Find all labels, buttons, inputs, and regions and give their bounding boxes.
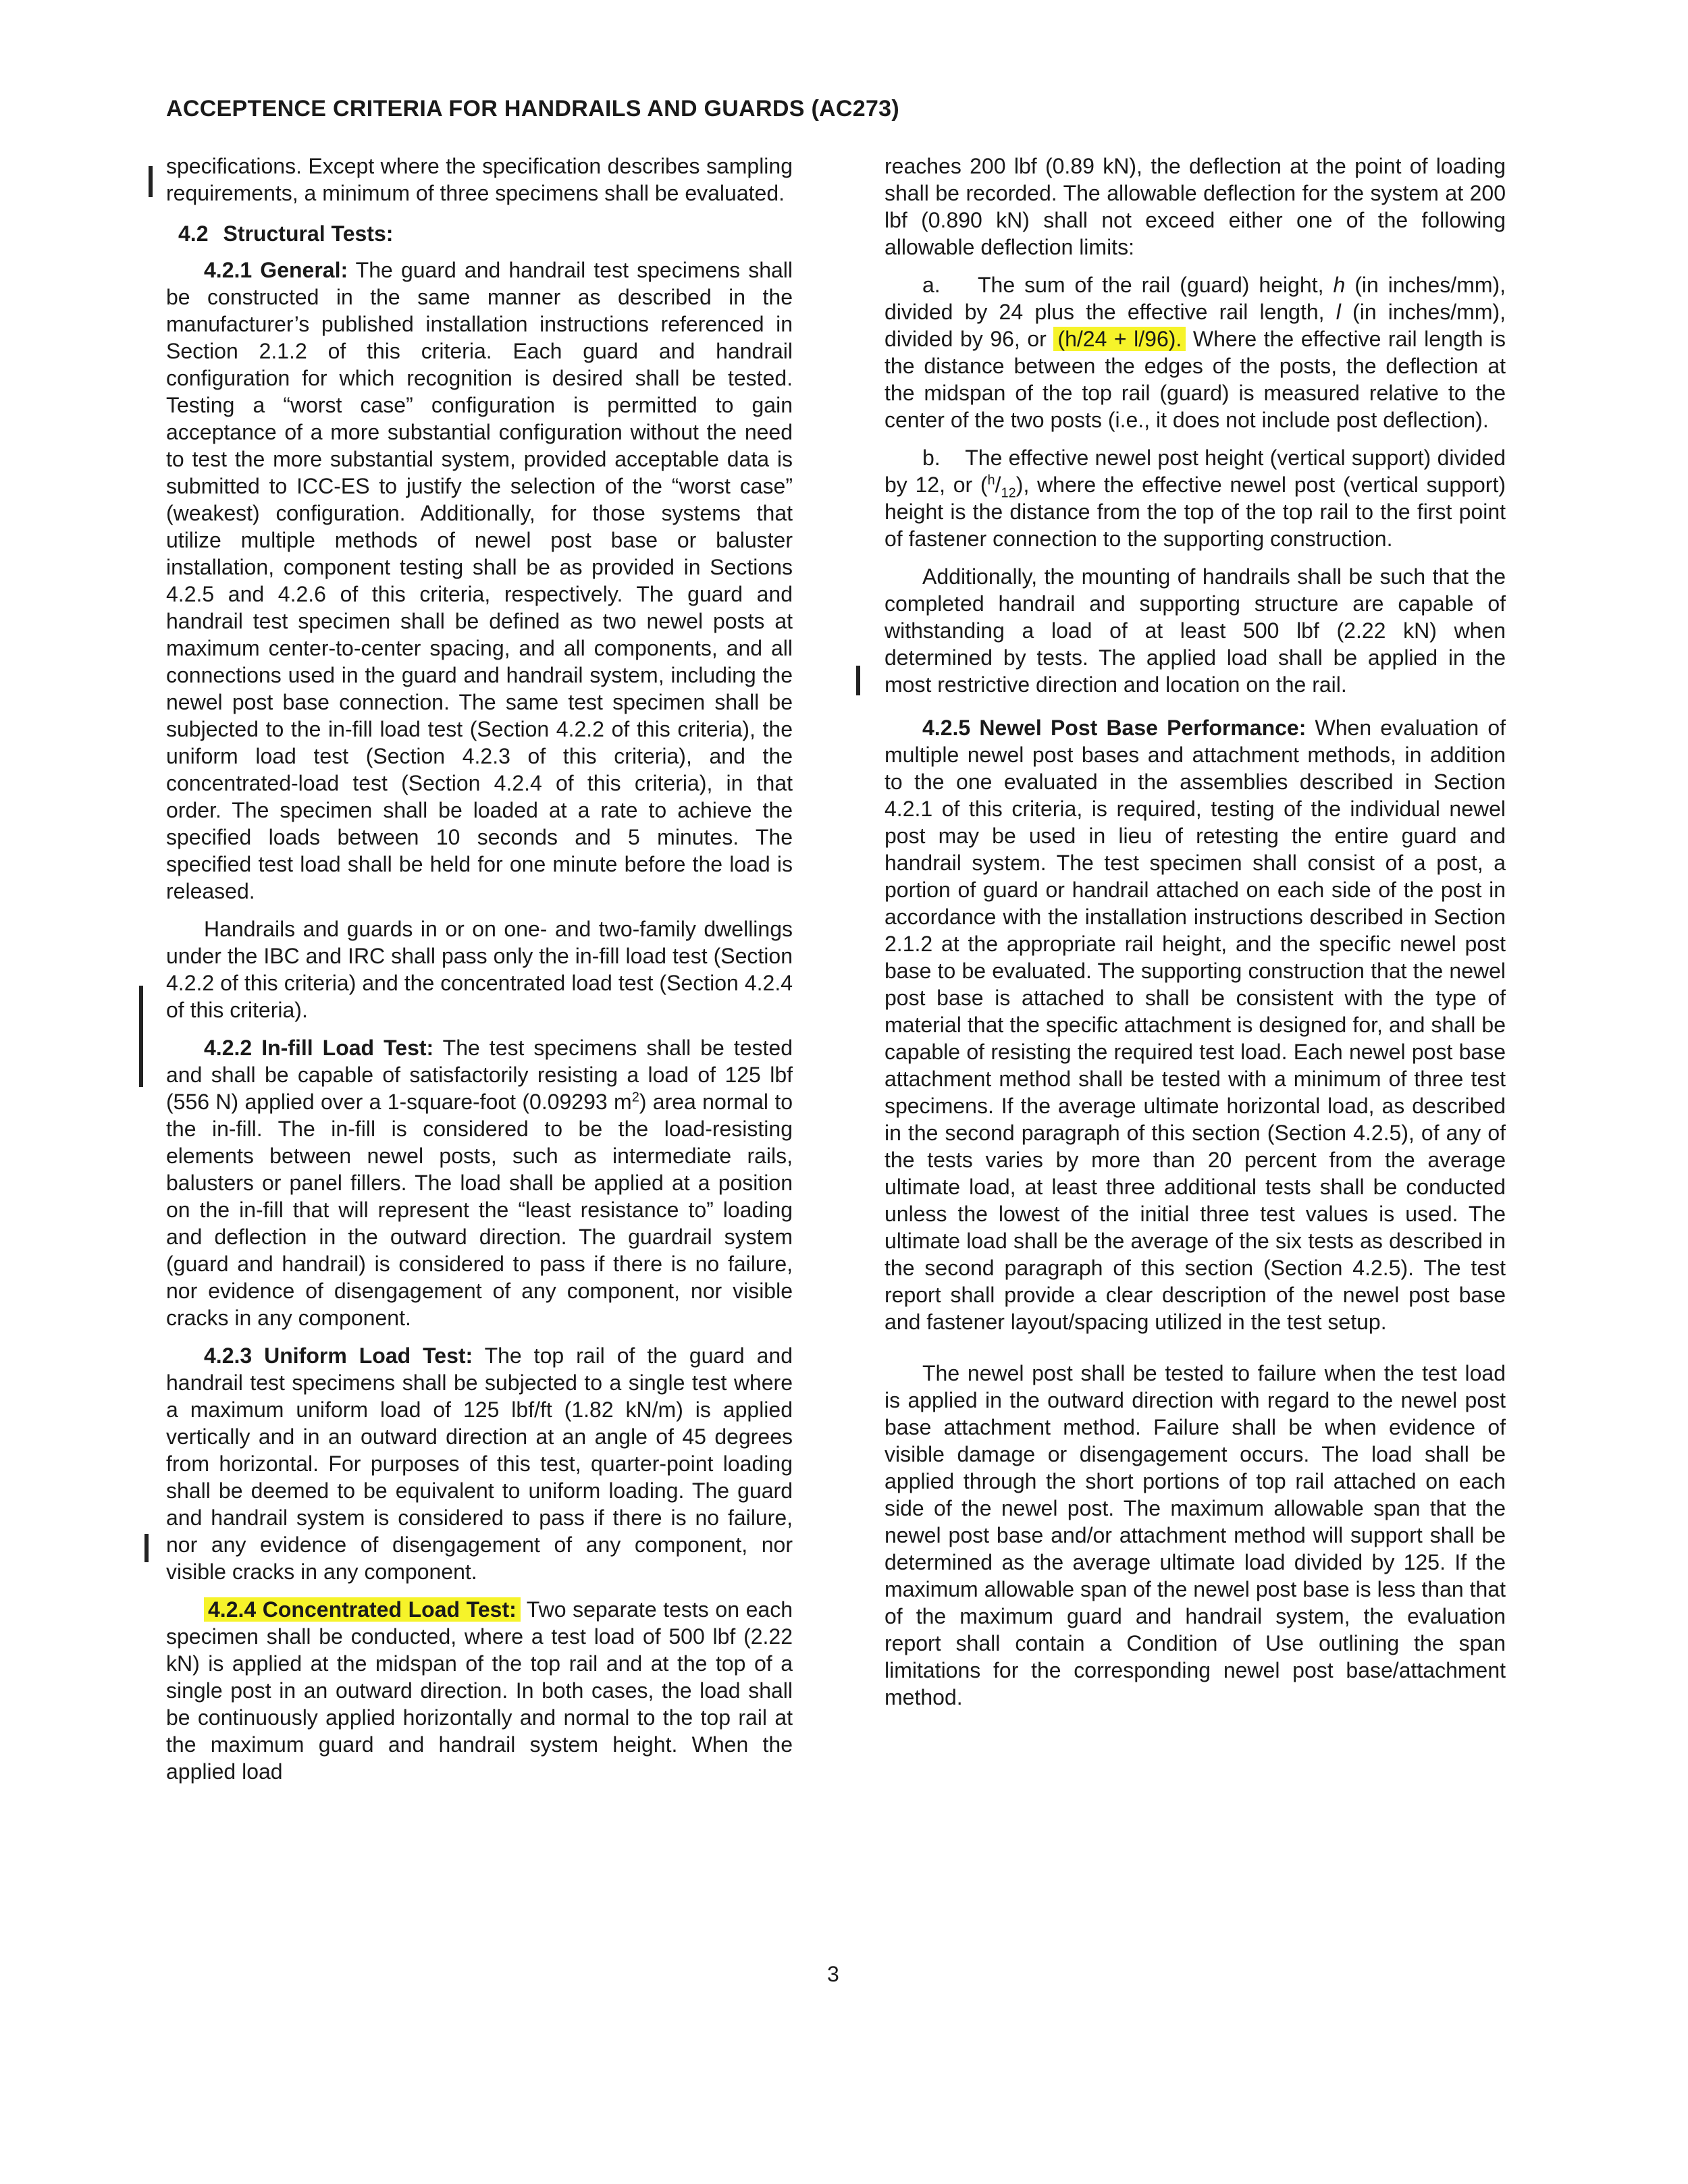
paragraph: Handrails and guards in or on one- and two-family dwellings under the IBC and IRC shall pass only the in-fill load test (Section 4.2.2 of this criteria) and the concentrated load test (Section 4.2.4 of this criteria). xyxy=(166,917,793,1022)
subsection-4-2-2 xyxy=(166,1034,793,1331)
item-label: b. xyxy=(922,446,941,470)
highlighted-heading: 4.2.4 Concentrated Load Test: xyxy=(204,1597,521,1622)
superscript: h xyxy=(987,473,995,488)
list-item-a xyxy=(885,271,1506,433)
item-text: Where the effective rail length is the distance between the edges of the posts, the deflection at the midspan of the top rail (guard) is measured relative to the center of the two posts (i.e., it does not include post deflection). xyxy=(885,327,1506,432)
subsection-4-2-1 xyxy=(166,257,793,905)
subsection-heading: 4.2.1 General: xyxy=(204,258,348,282)
subsection-4-2-4 xyxy=(166,1596,793,1785)
paragraph: Additionally, the mounting of handrails shall be such that the completed handrail and supporting structure are capable of withstanding a load of at least 500 lbf (2.22 kN) when determined by tests. The applied load shall be applied in the most restrictive direction and location on the rail. xyxy=(885,564,1506,697)
item-text: The sum of the rail (guard) height, xyxy=(978,273,1324,297)
section-number: 4.2 xyxy=(178,221,209,246)
subsection-text: ) area normal to the in-fill. The in-fill is considered to be the load-resisting elements between newel posts, such as intermediate rails, balusters or panel fillers. The load shall be applied at a position on the in-fill that will represent the “least resistance to” loading and deflection in the outward direction. The guardrail system (guard and handrail) is considered to pass if there is no failure, nor evidence of disengagement of any component, nor visible cracks in any component. xyxy=(166,1090,793,1330)
paragraph: specifications. Except where the specification describes sampling requirements, a minimum of three specimens shall be evaluated. xyxy=(166,154,793,205)
change-bar xyxy=(139,986,143,1087)
item-text: ), where the effective newel post (vertical support) height is the distance from the top of the top rail to the first point of fastener connection to the supporting construction. xyxy=(885,473,1506,551)
item-label: a. xyxy=(922,273,941,297)
highlighted-formula: (h/24 + l/96). xyxy=(1053,327,1186,351)
subsection-text: The top rail of the guard and handrail test specimens shall be subjected to a single test where a maximum uniform load of 125 lbf/ft (1.82 kN/m) is applied vertically and in an outward direction at an angle of 45 degrees from horizontal. For purposes of this test, quarter-point loading shall be deemed to be equivalent to uniform loading. The guard and handrail system is considered to pass if there is no failure, nor any evidence of disengagement of any component, nor visible cracks in any component. xyxy=(166,1343,793,1584)
subsection-text: When evaluation of multiple newel post bases and attachment methods, in addition to the one evaluated in the assemblies described in Section 4.2.1 of this criteria, is required, testing of the individual newel post may be used in lieu of retesting the entire guard and handrail system. The test specimen shall consist of a post, a portion of guard or handrail attached on each side of the post in accordance with the installation instructions described in Section 2.1.2 at the appropriate rail height, and the specific newel post base to be evaluated. The supporting construction that the newel post base is attached to shall be consistent with the type of material that the specific attachment is designed for, and shall be capable of resisting the required test load. Each newel post base attachment method shall be tested with a minimum of three test specimens. If the average ultimate horizontal load, as described in the second paragraph of this section (Section 4.2.5), of any of the tests varies by more than 20 percent from the average ultimate load, at least three additional tests shall be conducted unless the lowest of the initial three test values is used. The ultimate load shall be the average of the six tests as described in the second paragraph of this section (Section 4.2.5). The test report shall provide a clear description of the newel post base and fastener layout/spacing utilized in the test setup. xyxy=(885,716,1506,1334)
paragraph: reaches 200 lbf (0.89 kN), the deflection at the point of loading shall be recorded. The allowable deflection for the system at 200 lbf (0.890 kN) shall not exceed either one of the following allowable deflection limits: xyxy=(885,154,1506,259)
change-bar xyxy=(149,166,153,197)
section-title: Structural Tests: xyxy=(223,221,394,246)
change-bar xyxy=(856,666,860,695)
paragraph: The newel post shall be tested to failure when the test load is applied in the outward direction with regard to the newel post base attachment method. Failure shall be when evidence of visible damage or disengagement occurs. The load shall be applied through the short portions of top rail attached on each side of the newel post. The maximum allowable span that the newel post base and/or attachment method will support shall be determined as the average ultimate load divided by 125. If the maximum allowable span of the newel post base is less than that of the maximum guard and handrail system, the evaluation report shall contain a Condition of Use outlining the span limitations for the corresponding newel post base/attachment method. xyxy=(885,1361,1506,1709)
subsection-heading: 4.2.3 Uniform Load Test: xyxy=(204,1343,473,1368)
subsection-4-2-5 xyxy=(885,714,1506,1335)
subsection-text: Two separate tests on each specimen shall be conducted, where a test load of 500 lbf (2.22 kN) is applied at the midspan of the top rail and at the top of a single post in an outward direction. In both cases, the load shall be continuously applied horizontally and normal to the top rail at the maximum guard and handrail system height. When the applied load xyxy=(166,1597,793,1784)
page-number: 3 xyxy=(827,1962,839,1986)
list-item-b xyxy=(885,444,1506,552)
variable-h: h xyxy=(1333,273,1346,297)
right-column xyxy=(885,153,1506,1722)
item-text: (in inches/mm), divided by 96, or xyxy=(885,300,1506,351)
item-text: The effective newel post height (vertical support) divided by 12, or ( xyxy=(885,446,1506,497)
page-header: ACCEPTENCE CRITERIA FOR HANDRAILS AND GUARDS (AC273) xyxy=(166,96,900,122)
item-text: (in inches/mm), divided by 24 plus the effective rail length, xyxy=(885,273,1506,324)
change-bar xyxy=(144,1534,149,1562)
subsection-heading: 4.2.2 In-fill Load Test: xyxy=(204,1036,434,1060)
section-heading xyxy=(178,220,793,247)
superscript: 2 xyxy=(631,1090,639,1105)
left-column xyxy=(166,153,793,1796)
subscript: 12 xyxy=(1001,485,1016,501)
subsection-4-2-3 xyxy=(166,1342,793,1585)
subsection-heading: 4.2.5 Newel Post Base Performance: xyxy=(922,716,1307,740)
fraction-slash: / xyxy=(995,473,1001,497)
subsection-text: The guard and handrail test specimens shall be constructed in the same manner as described in the manufacturer’s published installation instructions referenced in Section 2.1.2 of this criteria. Each guard and handrail configuration for which recognition is desired shall be tested. Testing a “worst case” configuration is permitted to gain acceptance of a more substantial configuration without the need to test the more substantial system, provided acceptable data is submitted to ICC-ES to justify the selection of the “worst case” (weakest) configuration. Additionally, for those systems that utilize multiple methods of newel post base or baluster installation, component testing shall be as provided in Sections 4.2.5 and 4.2.6 of this criteria, respectively. The guard and handrail test specimen shall be defined as two newel posts at maximum center-to-center spacing, and all components, and all connections used in the guard and handrail system, including the newel post base connection. The same test specimen shall be subjected to the in-fill load test (Section 4.2.2 of this criteria), the uniform load test (Section 4.2.3 of this criteria), and the concentrated-load test (Section 4.2.4 of this criteria), in that order. The specimen shall be loaded at a rate to achieve the specified loads between 10 seconds and 5 minutes. The specified test load shall be held for one minute before the load is released. xyxy=(166,258,793,903)
subsection-text: The test specimens shall be tested and shall be capable of satisfactorily resisting a load of 125 lbf (556 N) applied over a 1-square-foot (0.09293 m xyxy=(166,1036,793,1114)
variable-l: l xyxy=(1336,300,1341,324)
